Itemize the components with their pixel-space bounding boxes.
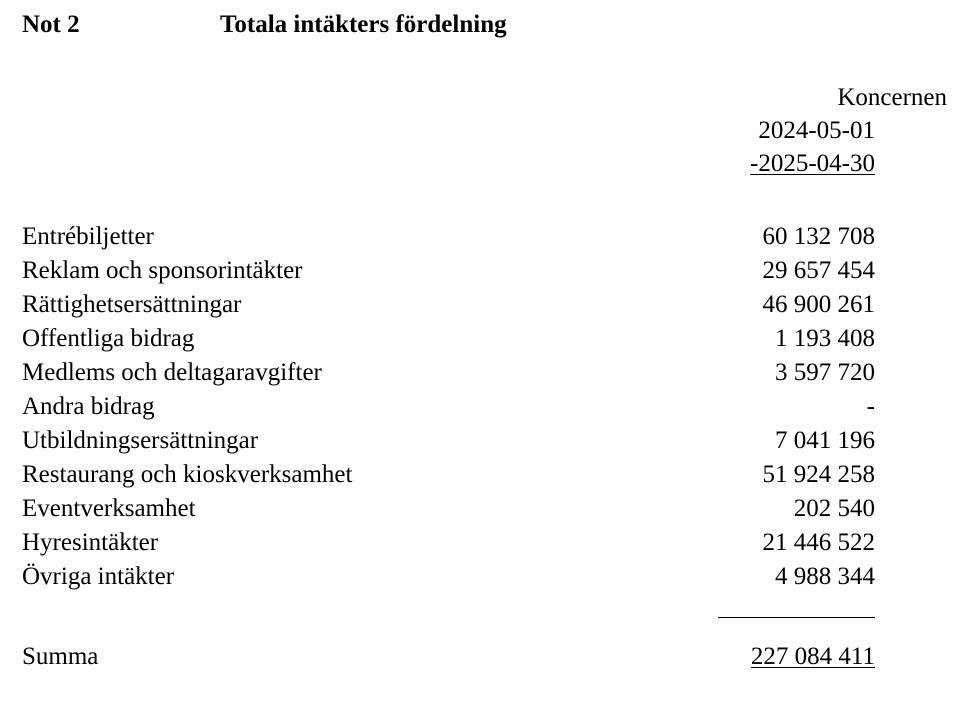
row-value: 29 657 454 (762, 257, 875, 284)
table-row (22, 459, 875, 493)
row-label: Offentliga bidrag (22, 325, 195, 352)
row-value: 21 446 522 (762, 529, 875, 556)
table-row (22, 289, 875, 323)
table-row (22, 357, 875, 391)
row-label: Medlems och deltagaravgifter (22, 359, 322, 386)
income-table (22, 221, 875, 595)
row-value: 7 041 196 (775, 427, 875, 454)
table-row (22, 323, 875, 357)
row-label: Andra bidrag (22, 393, 155, 420)
row-value: 60 132 708 (762, 223, 875, 250)
row-label: Rättighetsersättningar (22, 291, 242, 318)
total-label: Summa (22, 643, 99, 670)
column-period-to: -2025-04-30 (750, 150, 875, 177)
sum-divider (718, 617, 875, 618)
table-row (22, 391, 875, 425)
row-value: 51 924 258 (762, 461, 875, 488)
row-label: Hyresintäkter (22, 529, 159, 556)
column-entity-header: Koncernen (837, 84, 947, 111)
note-title: Totala intäkters fördelning (220, 11, 507, 38)
table-row (22, 425, 875, 459)
row-value: 4 988 344 (775, 563, 875, 590)
row-value: 1 193 408 (775, 325, 875, 352)
table-row (22, 221, 875, 255)
row-value: 3 597 720 (775, 359, 875, 386)
column-period-from: 2024-05-01 (758, 117, 875, 144)
row-label: Utbildningsersättningar (22, 427, 259, 454)
row-label: Övriga intäkter (22, 563, 175, 590)
total-value: 227 084 411 (750, 643, 875, 670)
row-value: 202 540 (793, 495, 875, 522)
table-row (22, 493, 875, 527)
row-label: Eventverksamhet (22, 495, 196, 522)
row-value: - (866, 393, 875, 420)
table-row (22, 561, 875, 595)
row-label: Restaurang och kioskverksamhet (22, 461, 353, 488)
total-row (22, 641, 875, 675)
row-label: Reklam och sponsorintäkter (22, 257, 303, 284)
row-value: 46 900 261 (762, 291, 875, 318)
table-row (22, 527, 875, 561)
note-number: Not 2 (22, 11, 80, 38)
table-row (22, 255, 875, 289)
row-label: Entrébiljetter (22, 223, 154, 250)
